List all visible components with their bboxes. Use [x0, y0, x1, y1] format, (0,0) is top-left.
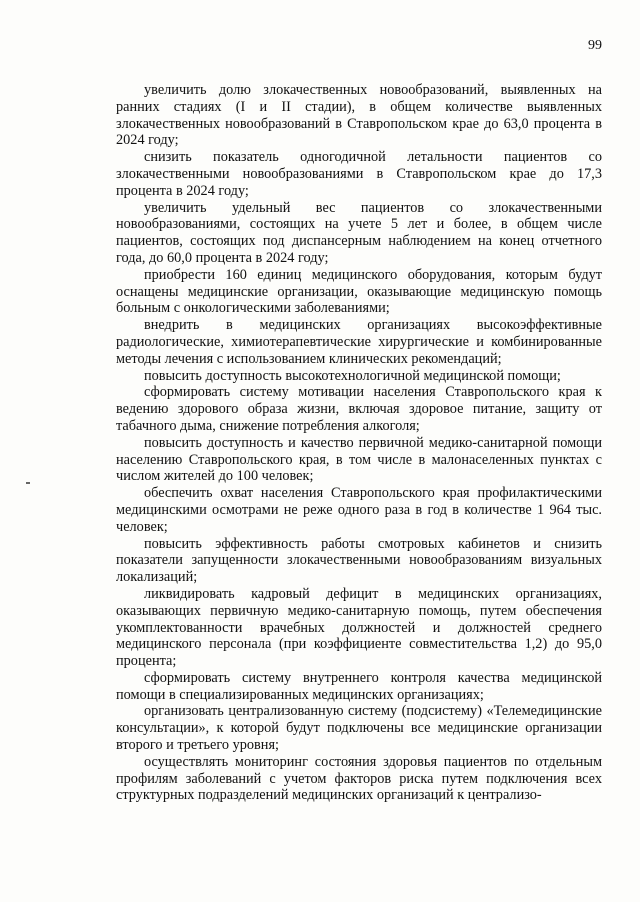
paragraph: обеспечить охват населения Ставропольского края профилактическими медицинскими осмотрами не реже одного раза в год в количестве 1 964 тыс. человек;: [116, 485, 602, 535]
paragraph: сформировать систему мотивации населения Ставропольского края к ведению здорового образа жизни, включая здоровое питание, защиту от табачного дыма, снижение потребления алкоголя;: [116, 384, 602, 434]
paragraph: ликвидировать кадровый дефицит в медицинских организациях, оказывающих первичную медико-санитарную помощь, путем обеспечения укомплектованности врачебных должностей и должностей среднего медицинского персонала (при коэффициенте совместительства 1,2) до 95,0 процента;: [116, 585, 602, 670]
paragraph: увеличить долю злокачественных новообразований, выявленных на ранних стадиях (I и II стадии), в общем количестве выявленных злокачественных новообразований в Ставропольском крае до 63,0 процента в 2024 году;: [116, 82, 602, 149]
paragraph: осуществлять мониторинг состояния здоровья пациентов по отдельным профилям заболеваний с учетом факторов риска путем подключения всех структурных подразделений медицинских организаций к централизо-: [116, 753, 602, 804]
paragraph: повысить доступность высокотехнологичной медицинской помощи;: [144, 367, 561, 384]
scan-mark: [26, 482, 30, 484]
paragraph: внедрить в медицинских организациях высокоэффективные радиологические, химиотерапевтические хирургические и комбинированные методы лечения с использованием клинических рекомендаций;: [116, 317, 602, 367]
paragraph: сформировать систему внутреннего контроля качества медицинской помощи в специализированных медицинских организациях;: [116, 669, 602, 703]
paragraph: организовать централизованную систему (подсистему) «Телемедицинские консультации», к которой будут подключены все медицинские организации второго и третьего уровня;: [116, 703, 602, 754]
paragraph: снизить показатель одногодичной летальности пациентов со злокачественными новообразованиями в Ставропольском крае до 17,3 процента в 2024 году;: [116, 149, 602, 199]
paragraph: приобрести 160 единиц медицинского оборудования, которым будут оснащены медицинские организации, оказывающие медицинскую помощь больным с онкологическими заболеваниями;: [116, 266, 602, 317]
body-text: [116, 82, 602, 804]
paragraph: увеличить удельный вес пациентов со злокачественными новообразованиями, состоящих на учете 5 лет и более, в общем числе пациентов, состоящих под диспансерным наблюдением на конец отчетного года, до 60,0 процента в 2024 году;: [116, 199, 602, 266]
paragraph: повысить эффективность работы смотровых кабинетов и снизить показатели запущенности злокачественными новообразованиям визуальных локализаций;: [116, 535, 602, 586]
page-number: 99: [588, 38, 602, 53]
paragraph: повысить доступность и качество первичной медико-санитарной помощи населению Ставропольского края, в том числе в малонаселенных пунктах с числом жителей до 100 человек;: [116, 434, 602, 485]
